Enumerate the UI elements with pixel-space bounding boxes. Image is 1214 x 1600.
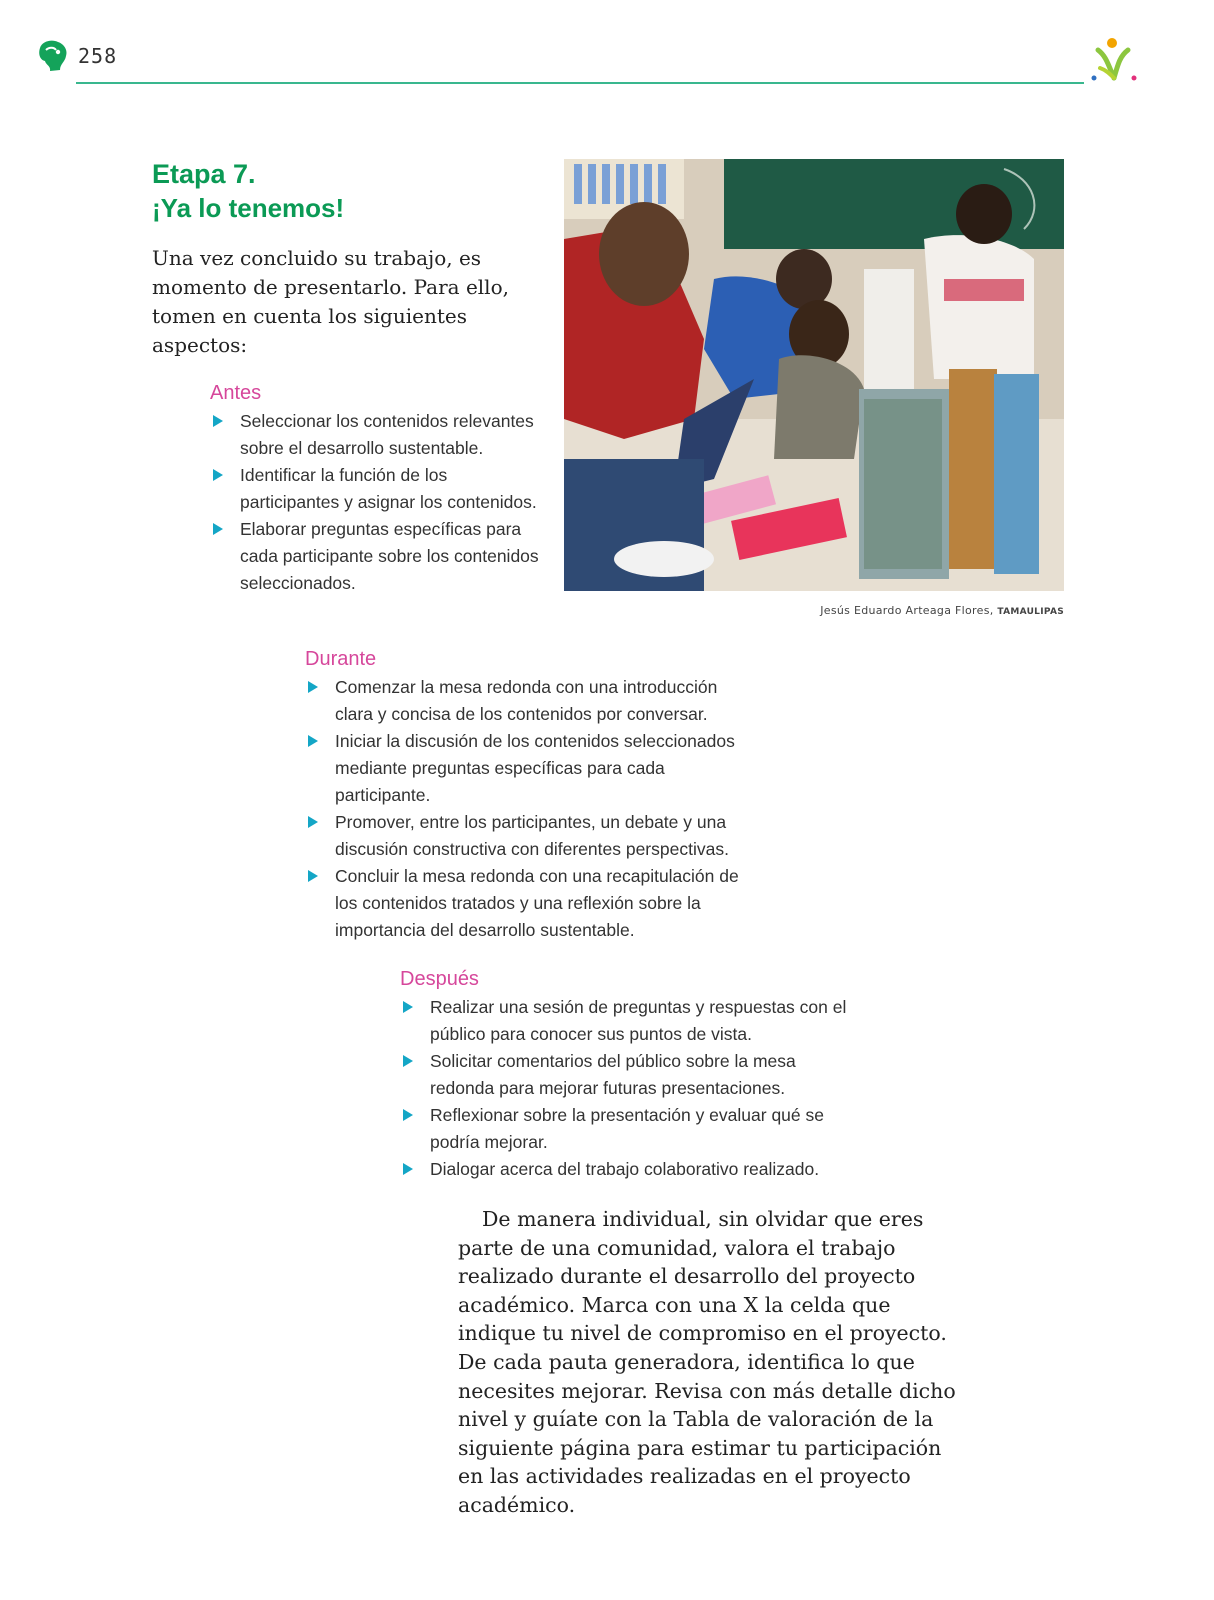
list-item-text: Concluir la mesa redonda con una recapitulación de los contenidos tratados y una reflexión sobre la importancia del desarrollo sustentable. (335, 866, 739, 940)
list-item-text: Comenzar la mesa redonda con una introducción clara y concisa de los contenidos por conversar. (335, 677, 718, 724)
section-heading-antes: Antes (210, 382, 262, 404)
page-number: 258 (78, 44, 118, 68)
bullet-list-durante (305, 674, 745, 944)
classroom-photo (564, 159, 1064, 591)
triangle-bullet-icon (308, 816, 318, 828)
triangle-bullet-icon (213, 415, 223, 427)
triangle-bullet-icon (213, 523, 223, 535)
section-durante (305, 646, 745, 944)
section-heading-durante: Durante (305, 648, 377, 670)
list-item (210, 516, 540, 597)
list-item-text: Realizar una sesión de preguntas y respuestas con el público para conocer sus puntos de vista. (430, 997, 847, 1044)
list-item (400, 1048, 850, 1102)
list-item (305, 728, 745, 809)
list-item-text: Identificar la función de los participantes y asignar los contenidos. (240, 465, 537, 512)
list-item-text: Elaborar preguntas específicas para cada participante sobre los contenidos seleccionados. (240, 519, 539, 593)
list-item-text: Seleccionar los contenidos relevantes sobre el desarrollo sustentable. (240, 411, 534, 458)
list-item (210, 462, 540, 516)
triangle-bullet-icon (403, 1055, 413, 1067)
triangle-bullet-icon (403, 1163, 413, 1175)
series-logo-icon (36, 38, 70, 74)
triangle-bullet-icon (403, 1001, 413, 1013)
list-item (305, 674, 745, 728)
section-despues (400, 966, 850, 1183)
list-item (400, 1156, 850, 1183)
list-item-text: Iniciar la discusión de los contenidos seleccionados mediante preguntas específicas para cada participante. (335, 731, 735, 805)
triangle-bullet-icon (308, 735, 318, 747)
list-item-text: Solicitar comentarios del público sobre la mesa redonda para mejorar futuras presentaciones. (430, 1051, 796, 1098)
bullet-list-antes (210, 408, 540, 597)
triangle-bullet-icon (308, 870, 318, 882)
triangle-bullet-icon (403, 1109, 413, 1121)
list-item (210, 408, 540, 462)
list-item (400, 1102, 850, 1156)
triangle-bullet-icon (213, 469, 223, 481)
photo-credit-name: Jesús Eduardo Arteaga Flores, (820, 604, 994, 617)
stage-title: Etapa 7. (152, 159, 256, 189)
section-antes (210, 380, 540, 597)
bullet-list-despues (400, 994, 850, 1183)
list-item-text: Promover, entre los participantes, un debate y una discusión constructiva con diferentes perspectivas. (335, 812, 729, 859)
brand-mark-icon (1086, 34, 1142, 90)
photo-credit-place: TAMAULIPAS (997, 607, 1064, 617)
section-heading-despues: Después (400, 968, 479, 990)
list-item (400, 994, 850, 1048)
triangle-bullet-icon (308, 681, 318, 693)
closing-paragraph: De manera individual, sin olvidar que eres parte de una comunidad, valora el trabajo realizado durante el desarrollo del proyecto académico. Marca con una X la celda que indique tu nivel de compromiso en el proyecto. De cada pauta generadora, identifica lo que necesites mejorar. Revisa con más detalle dicho nivel y guíate con la Tabla de valoración de la siguiente página para estimar tu participación en las actividades realizadas en el proyecto académico. (458, 1207, 956, 1517)
list-item-text: Dialogar acerca del trabajo colaborativo realizado. (430, 1159, 820, 1179)
header-rule (76, 82, 1084, 84)
intro-paragraph: Una vez concluido su trabajo, es momento de presentarlo. Para ello, tomen en cuenta los siguientes aspectos: (152, 246, 509, 357)
stage-subtitle: ¡Ya lo tenemos! (152, 193, 345, 223)
list-item (305, 809, 745, 863)
list-item (305, 863, 745, 944)
list-item-text: Reflexionar sobre la presentación y evaluar qué se podría mejorar. (430, 1105, 824, 1152)
photo-credit (820, 604, 1064, 617)
